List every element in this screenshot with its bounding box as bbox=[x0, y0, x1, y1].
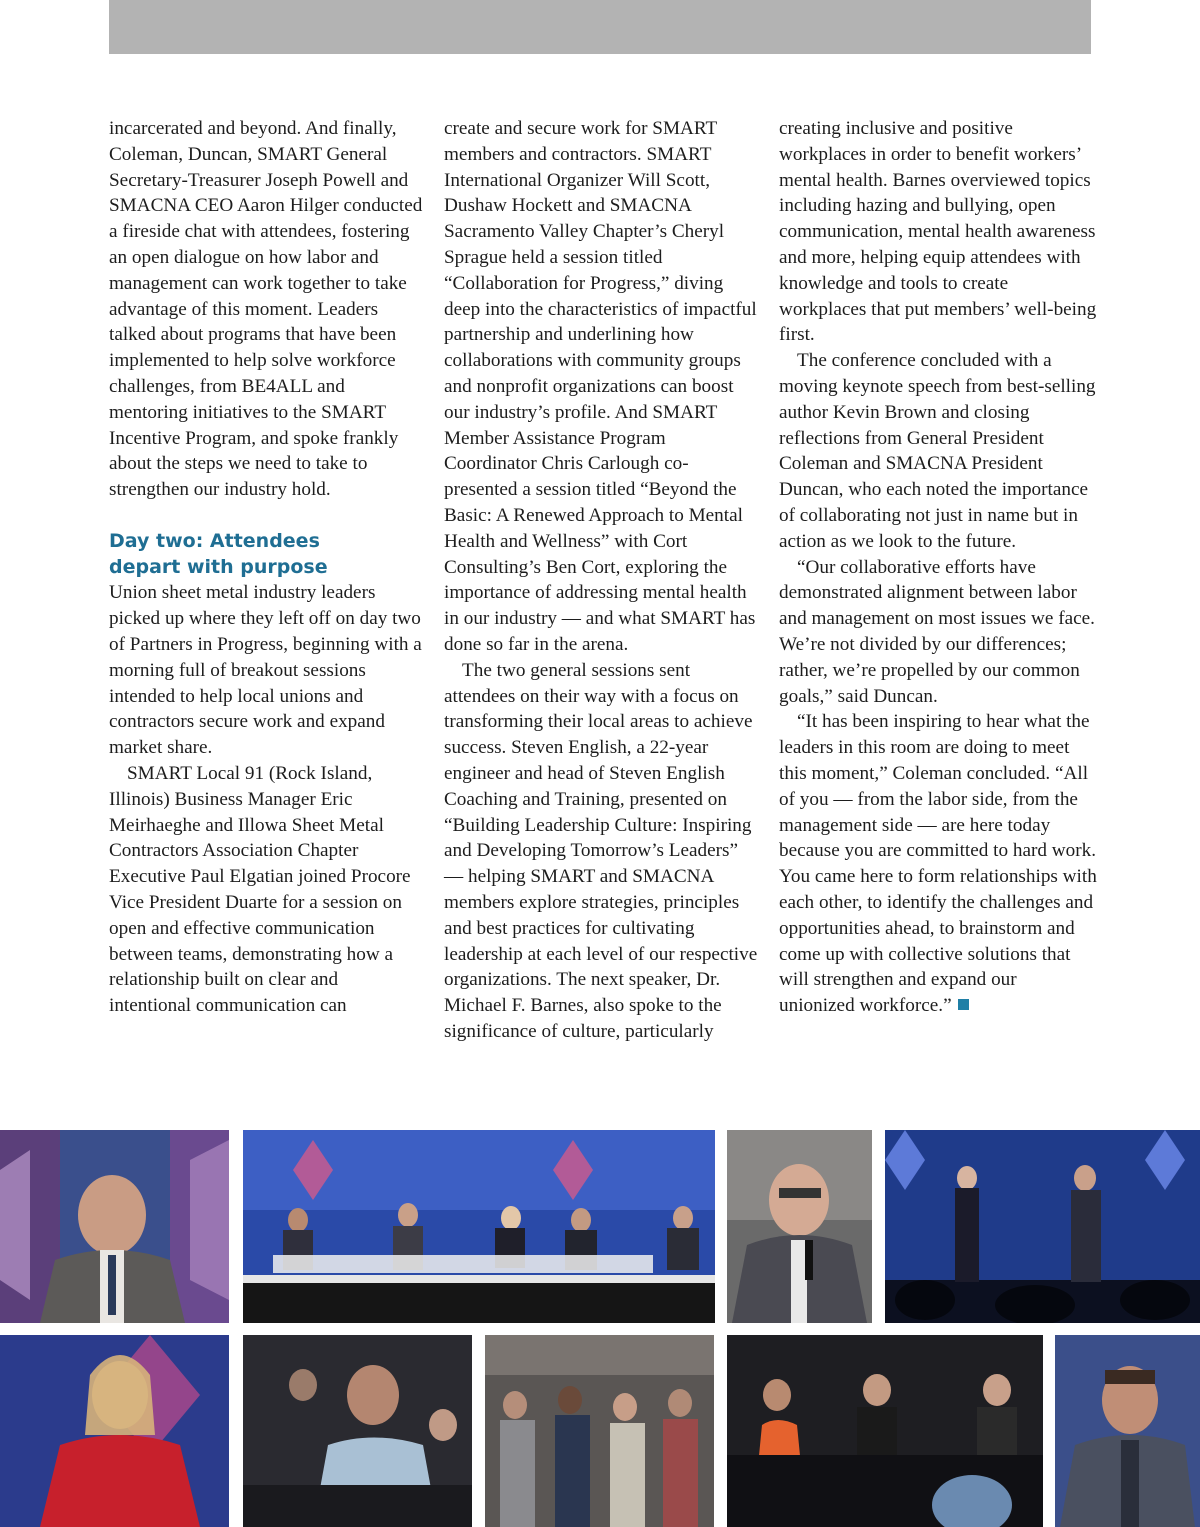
article-column-3 bbox=[779, 116, 1097, 1019]
header-band bbox=[109, 0, 1091, 54]
body-paragraph: incarcerated and beyond. And finally, Coleman, Duncan, SMART General Secretary-Treasurer Joseph Powell and SMACNA CEO Aaron Hilger conducted a fireside chat with attendees, fostering an open dialogue on how labor and management can work together to take advantage of this moment. Leaders talked about programs that have been implemented to help solve workforce challenges, from BE4ALL and mentoring initiatives to the SMART Incentive Program, and spoke frankly about the steps we need to take to strengthen our industry hold. bbox=[109, 118, 423, 501]
body-paragraph: SMART Local 91 (Rock Island, Illinois) Business Manager Eric Meirhaeghe and Illowa Sheet Metal Contractors Association Chapter Executive Paul Elgatian joined Procore Vice President Duarte for a session on open and effective communication between teams, demonstrating how a relationship built on clear and intentional communication can bbox=[109, 762, 411, 1017]
closing-quote-text: “It has been inspiring to hear what the leaders in this room are doing to meet this moment,” Coleman concluded. “All of you — from the labor side, from the management side — are here today because you are committed to hard work. You came here to form relationships with each other, to identify the challenges and opportunities ahead, to brainstorm and come up with collective solutions that will strengthen and expand our unionized workforce.” bbox=[779, 711, 1097, 1017]
body-paragraph: The conference concluded with a moving keynote speech from best-selling author Kevin Brown and closing reflections from General President Coleman and SMACNA President Duncan, who each noted the importance of collaborating not just in name but in action as we look to the future. bbox=[779, 350, 1096, 552]
article-column-2 bbox=[444, 116, 759, 1045]
photo-stage-duo bbox=[885, 1130, 1200, 1323]
body-paragraph: The two general sessions sent attendees on their way with a focus on transforming their local areas to achieve success. Steven English, a 22-year engineer and head of Steven English Coaching and Training, presented on “Building Leadership Culture: Inspiring and Developing Tomorrow’s Leaders” — helping SMART and SMACNA members explore strategies, principles and best practices for cultivating leadership at each level of our respective organizations. The next speaker, Dr. Michael F. Barnes, also spoke to the significance of culture, particularly bbox=[444, 659, 758, 1042]
photo-speaker-microphone bbox=[727, 1130, 872, 1323]
photo-breakout-panel bbox=[727, 1335, 1043, 1527]
body-paragraph: creating inclusive and positive workplaces in order to benefit workers’ mental health. Barnes overviewed topics including hazing and bullying, open communication, mental health awareness and more, helping equip attendees with knowledge and tools to create workplaces that put members’ well-being first. bbox=[779, 118, 1097, 346]
photo-stage-panel bbox=[243, 1130, 715, 1323]
body-paragraph: create and secure work for SMART members and contractors. SMART International Organizer Will Scott, Dushaw Hockett and SMACNA Sacramento Valley Chapter’s Cheryl Sprague held a session titled “Collaboration for Progress,” diving deep into the characteristics of impactful partnership and underlining how collaborations with community groups and nonprofit organizations can boost our industry’s profile. And SMART Member Assistance Program Coordinator Chris Carlough co-presented a session titled “Beyond the Basic: A Renewed Approach to Mental Health and Wellness” with Cort Consulting’s Ben Cort, exploring the importance of addressing mental health in our industry — and what SMART has done so far in the arena. bbox=[444, 118, 757, 655]
photo-speaker-gesturing bbox=[0, 1130, 229, 1323]
photo-speaker-red bbox=[0, 1335, 229, 1527]
photo-audience-seated bbox=[485, 1335, 714, 1527]
photo-audience-speaker bbox=[243, 1335, 472, 1527]
photo-keynote-speaker bbox=[1055, 1335, 1200, 1527]
body-paragraph bbox=[779, 709, 1097, 1019]
end-of-article-mark bbox=[958, 999, 969, 1010]
section-subhead-line-2: depart with purpose bbox=[109, 555, 328, 578]
section-subhead-line-1: Day two: Attendees bbox=[109, 529, 320, 552]
article-column-1 bbox=[109, 116, 424, 1019]
body-paragraph: Union sheet metal industry leaders picked up where they left off on day two of Partners in Progress, beginning with a morning full of breakout sessions intended to help local unions and contractors secure work and expand market share. bbox=[109, 582, 422, 759]
body-paragraph: “Our collaborative efforts have demonstrated alignment between labor and management on most issues we face. We’re not divided by our differences; rather, we’re propelled by our common goals,” said Duncan. bbox=[779, 556, 1095, 707]
